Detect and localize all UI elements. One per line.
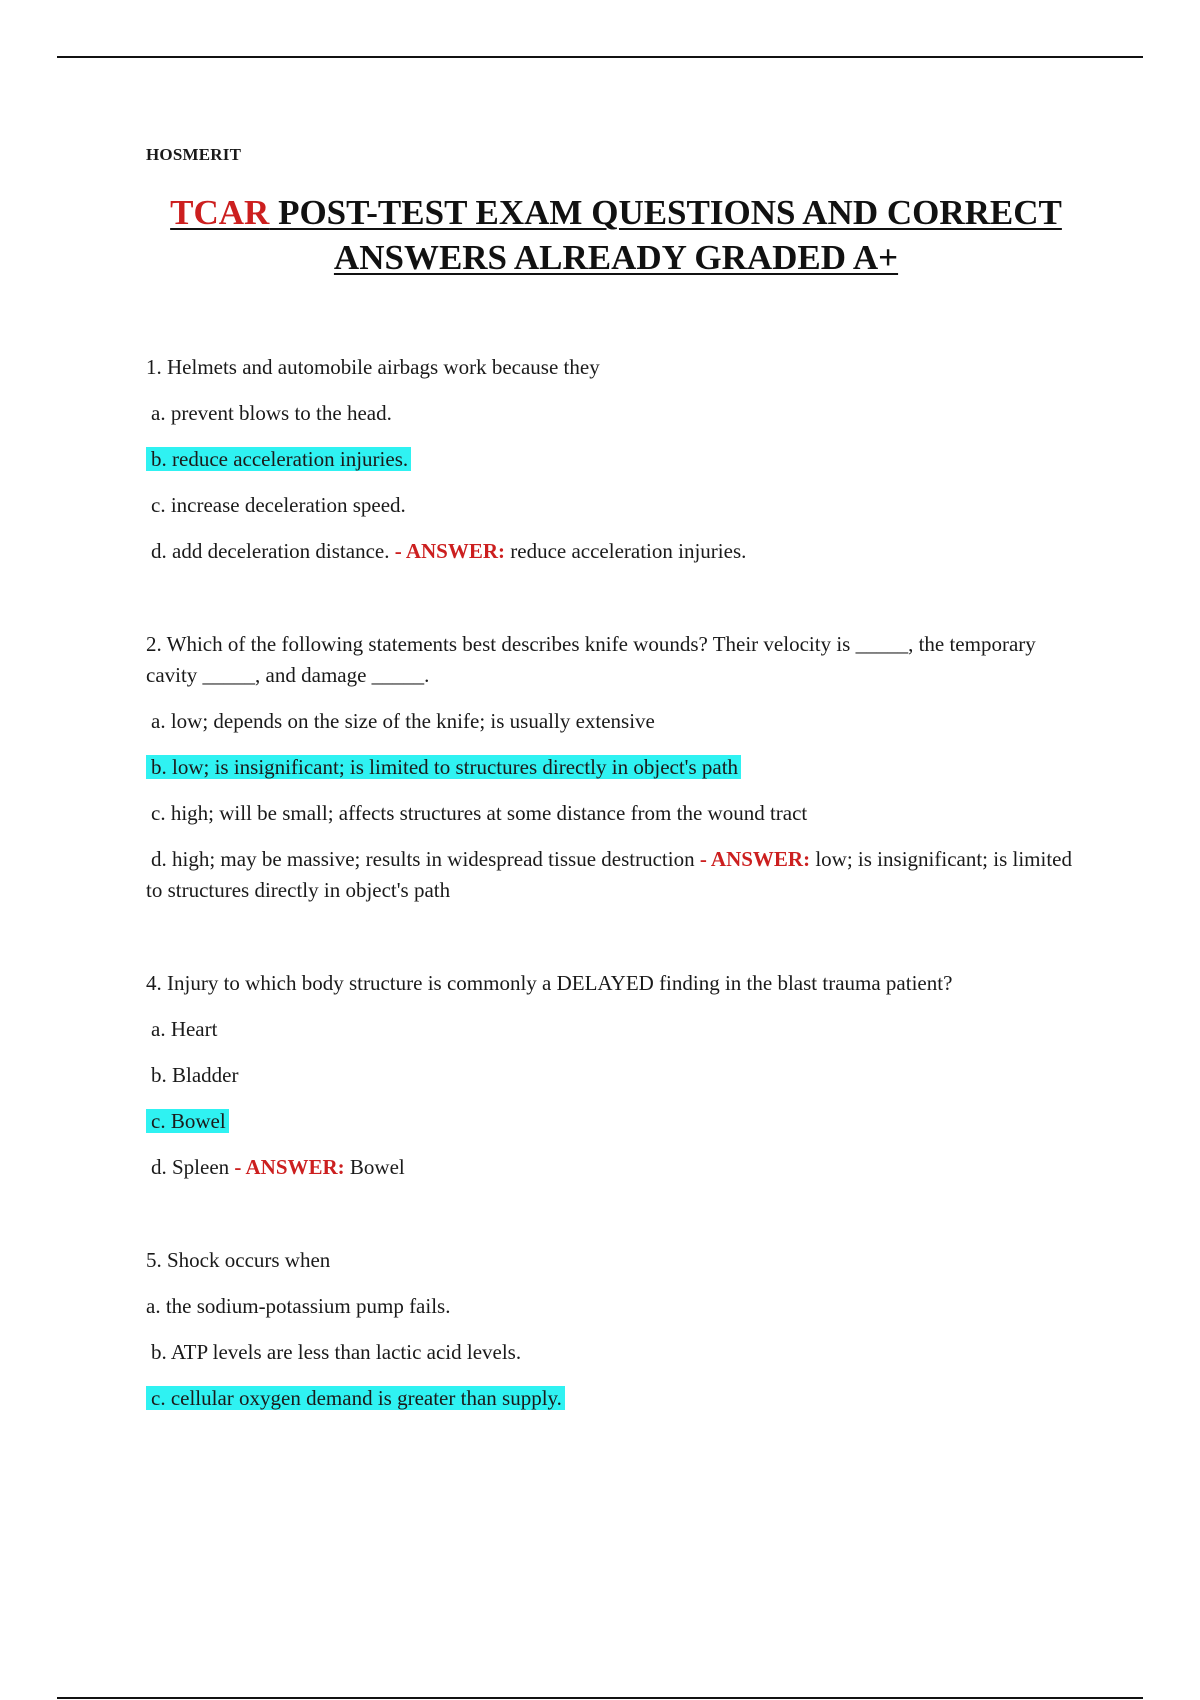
option-a [146,398,1086,429]
option-text: c. increase deceleration speed. [151,493,406,517]
top-rule [57,56,1143,58]
option-text: d. add deceleration distance. [151,539,390,563]
option-a [146,1291,1086,1322]
question-list [146,352,1086,1414]
option-text: c. high; will be small; affects structures at some distance from the wound tract [151,801,808,825]
option-c-correct [146,1383,1086,1414]
document-body [146,144,1086,1429]
option-b-correct [146,444,1086,475]
option-text: b. Bladder [151,1063,239,1087]
question-text: 2. Which of the following statements best describes knife wounds? Their velocity is _____, the temporary cavity _____, and damage _____. [146,632,1036,687]
option-text: a. Heart [151,1017,218,1041]
option-d [146,844,1086,906]
option-d [146,1152,1086,1183]
question-text: 1. Helmets and automobile airbags work because they [146,355,600,379]
title-line-1-rest: POST-TEST EXAM QUESTIONS AND CORRECT [269,193,1062,232]
option-c [146,798,1086,829]
option-text: a. prevent blows to the head. [151,401,392,425]
title-line-1 [146,190,1086,235]
option-b [146,1060,1086,1091]
title-line-2: ANSWERS ALREADY GRADED A+ [333,238,899,277]
answer-label: - ANSWER: [234,1155,345,1179]
option-c [146,490,1086,521]
question-1 [146,352,1086,567]
highlighted-option-text: c. Bowel [146,1109,229,1133]
highlighted-option-text: c. cellular oxygen demand is greater than supply. [146,1386,565,1410]
title-accent: TCAR [170,193,270,232]
answer-text: reduce acceleration injuries. [510,539,747,563]
option-b [146,1337,1086,1368]
option-d [146,536,1086,567]
answer-label: - ANSWER: [699,847,811,871]
option-text: a. the sodium-potassium pump fails. [146,1294,451,1318]
question-5 [146,1245,1086,1414]
option-text: d. high; may be massive; results in widespread tissue destruction [151,847,695,871]
answer-text: low; is insignificant; is limited to structures directly in object's path [146,847,1072,902]
answer-text: Bowel [349,1155,405,1179]
answer-label: - ANSWER: [394,539,505,563]
option-text: a. low; depends on the size of the knife; is usually extensive [151,709,655,733]
question-text: 5. Shock occurs when [146,1248,331,1272]
option-b-correct [146,752,1086,783]
question-4 [146,968,1086,1183]
option-a [146,706,1086,737]
page-title [146,190,1086,280]
question-text: 4. Injury to which body structure is commonly a DELAYED finding in the blast trauma patient? [146,971,953,995]
highlighted-option-text: b. reduce acceleration injuries. [146,447,411,471]
brand-label: HOSMERIT [146,145,242,164]
option-a [146,1014,1086,1045]
option-text: b. ATP levels are less than lactic acid levels. [151,1340,522,1364]
question-2 [146,629,1086,906]
highlighted-option-text: b. low; is insignificant; is limited to structures directly in object's path [146,755,741,779]
option-c-correct [146,1106,1086,1137]
bottom-rule [57,1697,1143,1699]
option-text: d. Spleen [151,1155,230,1179]
